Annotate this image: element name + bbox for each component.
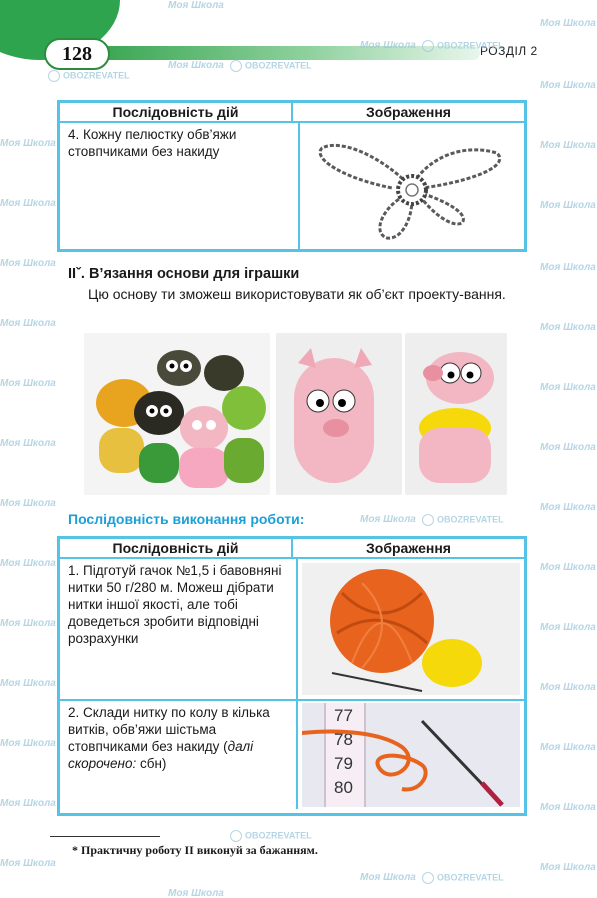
table-header-row	[60, 103, 524, 123]
ruler-mark: 77	[334, 706, 353, 725]
italic-note: далі скорочено:	[68, 739, 254, 771]
steps-table-1	[57, 100, 527, 252]
col-header-images: Зображення	[291, 103, 524, 121]
pig-closed-illustration	[276, 333, 402, 495]
watermark-text: Моя Школа	[0, 558, 56, 569]
step-1-text: 1. Підготуй гачок №1,5 і бавовняні нитки 50 г/280 м. Можеш дібрати нитки іншої якості, але тобі доведеться зробити відповідні розрахунки	[68, 563, 282, 646]
watermark-text: Моя Школа	[0, 618, 56, 629]
section-paragraph: Цю основу ти зможеш використовувати як об’єкт проекту-вання.	[88, 286, 506, 302]
watermark-text: OBOZREVATEL	[230, 60, 312, 72]
watermark-text: Моя Школа	[0, 198, 56, 209]
watermark-text: Моя Школа	[360, 40, 416, 51]
watermark-text: Моя Школа	[168, 888, 224, 898]
watermark-text: Моя Школа	[540, 562, 596, 573]
watermark-text: OBOZREVATEL	[422, 40, 504, 52]
yarn-ball-illustration	[302, 563, 520, 695]
pig-open-illustration	[405, 333, 507, 495]
footnote-divider	[50, 836, 160, 837]
watermark-text: Моя Школа	[0, 738, 56, 749]
watermark-text: OBOZREVATEL	[230, 830, 312, 842]
watermark-text: Моя Школа	[540, 80, 596, 91]
watermark-text: Моя Школа	[540, 622, 596, 633]
yarn-loop-drawing	[302, 703, 520, 807]
table-row	[60, 123, 524, 249]
watermark-logo-icon	[422, 872, 434, 884]
step-2-text: 2. Склади нитку по колу в кілька витків, обв’яжи шістьма стовпчиками без накиду (далі скорочено: сбн)	[68, 705, 270, 771]
ruler-mark: 80	[334, 778, 353, 797]
watermark-text: Моя Школа	[540, 862, 596, 873]
page-number: 128	[44, 38, 110, 70]
col-header-steps: Послідовність дій	[112, 540, 239, 556]
crochet-diagram-image	[312, 128, 512, 244]
watermark-logo-icon	[230, 830, 242, 842]
watermark-text: Моя Школа	[0, 378, 56, 389]
watermark-text: OBOZREVATEL	[422, 514, 504, 526]
toys-illustration	[84, 333, 270, 495]
watermark-text: Моя Школа	[540, 442, 596, 453]
section-subtitle: IIˇ. В’язання основи для іграшки	[68, 266, 300, 282]
watermark-logo-icon	[422, 514, 434, 526]
procedure-title: Послідовність виконання роботи:	[68, 511, 305, 527]
watermark-text: Моя Школа	[540, 262, 596, 273]
step-4-text: 4. Кожну пелюстку обв’яжи стовпчиками без накиду	[68, 127, 237, 159]
watermark-text: Моя Школа	[540, 200, 596, 211]
watermark-text: Моя Школа	[540, 322, 596, 333]
yarn-photo	[296, 559, 524, 699]
watermark-logo-icon	[422, 40, 434, 52]
col-header-steps: Послідовність дій	[112, 104, 239, 120]
crochet-flower-diagram	[298, 123, 524, 249]
watermark-text: Моя Школа	[540, 802, 596, 813]
steps-table-2	[57, 536, 527, 816]
watermark-logo-icon	[230, 60, 242, 72]
col-header-images: Зображення	[291, 539, 524, 557]
watermark-text: Моя Школа	[0, 438, 56, 449]
watermark-text: Моя Школа	[0, 798, 56, 809]
section-label: РОЗДІЛ 2	[480, 44, 538, 58]
watermark-text: Моя Школа	[360, 872, 416, 883]
watermark-text: Моя Школа	[540, 742, 596, 753]
footnote: * Практичну роботу II виконуй за бажанням.	[72, 843, 318, 857]
ruler-mark: 79	[334, 754, 353, 773]
watermark-text: Моя Школа	[0, 678, 56, 689]
watermark-text: Моя Школа	[540, 18, 596, 29]
photo-pink-pig-closed	[276, 333, 402, 495]
watermark-text: OBOZREVATEL	[48, 70, 130, 82]
crochet-start-photo	[296, 701, 524, 809]
watermark-text: OBOZREVATEL	[422, 872, 504, 884]
watermark-text: Моя Школа	[0, 498, 56, 509]
watermark-text: Моя Школа	[168, 0, 224, 11]
photo-pink-pig-open	[405, 333, 507, 495]
watermark-text: Моя Школа	[540, 140, 596, 151]
watermark-text: Моя Школа	[0, 138, 56, 149]
watermark-text: Моя Школа	[0, 858, 56, 869]
watermark-text: Моя Школа	[540, 682, 596, 693]
watermark-text: Моя Школа	[0, 258, 56, 269]
watermark-text: Моя Школа	[540, 382, 596, 393]
table-row	[60, 559, 524, 699]
watermark-text: Моя Школа	[0, 318, 56, 329]
ruler-mark: 78	[334, 730, 353, 749]
photo-toy-collection	[84, 333, 270, 495]
watermark-text: Моя Школа	[540, 502, 596, 513]
watermark-text: Моя Школа	[360, 514, 416, 525]
watermark-text: Моя Школа	[168, 60, 224, 71]
measuring-tape-illustration	[302, 703, 520, 807]
table-header-row	[60, 539, 524, 559]
watermark-logo-icon	[48, 70, 60, 82]
table-row	[60, 699, 524, 809]
